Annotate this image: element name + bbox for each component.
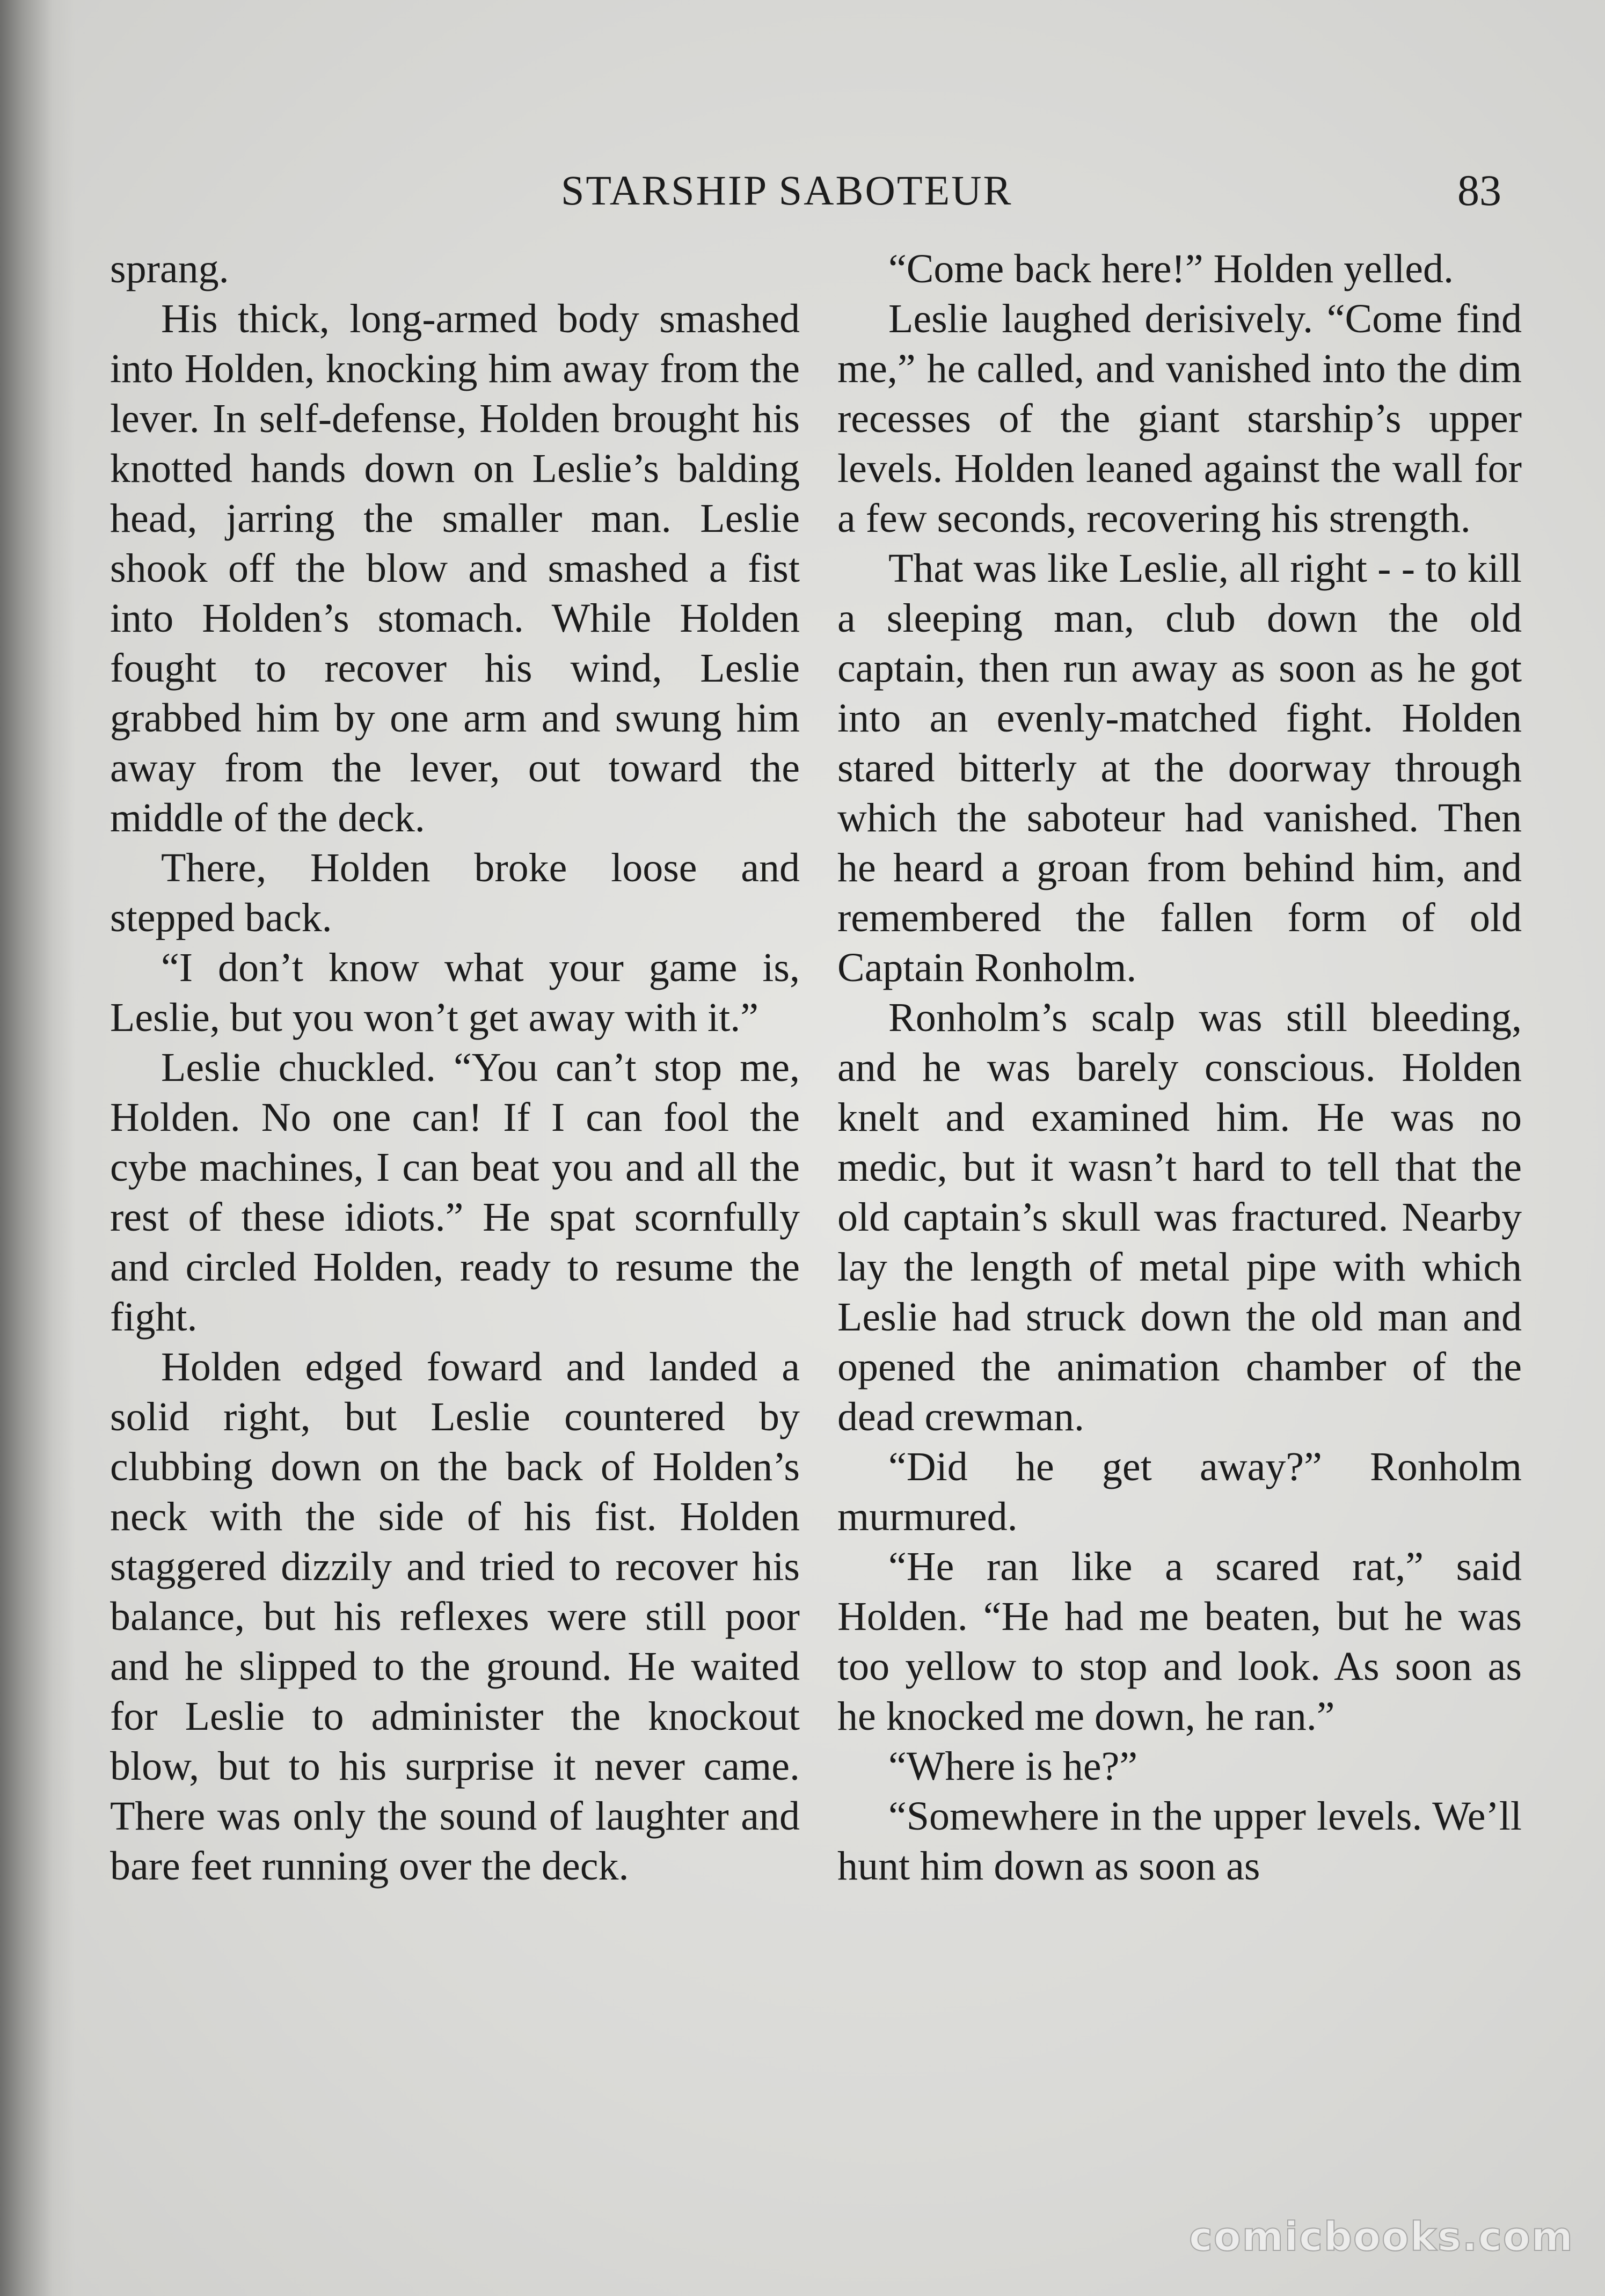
paragraph: Leslie chuckled. “You can’t stop me, Holden. No one can! If I can fool the cybe machines, I can beat you and all the rest of these idiots.” He spat scornfully and circled Holden, ready to resume the fight. — [110, 1045, 800, 1340]
watermark: comicbooks.com — [1189, 2214, 1574, 2260]
running-head — [0, 161, 1605, 220]
right-column — [837, 244, 1522, 1891]
left-column — [110, 244, 800, 1891]
running-title: STARSHIP SABOTEUR — [561, 167, 1013, 214]
paragraph: sprang. — [110, 246, 229, 291]
paragraph: “I don’t know what your game is, Leslie, but you won’t get away with it.” — [110, 945, 800, 1040]
paragraph: Leslie laughed derisively. “Come find me,” he called, and vanished into the dim recesses of the giant starship’s upper levels. Holden leaned against the wall for a few seconds, recovering his strength. — [837, 296, 1522, 541]
binding-shadow — [0, 0, 75, 2296]
paragraph: That was like Leslie, all right - - to kill a sleeping man, club down the old captain, then run away as soon as he got into an evenly-matched fight. Holden stared bitterly at the doorway through which the saboteur had vanished. Then he heard a groan from behind him, and remembered the fallen form of old Captain Ronholm. — [837, 546, 1522, 990]
paragraph: His thick, long-armed body smashed into Holden, knocking him away from the lever. In self-defense, Holden brought his knotted hands down on Leslie’s balding head, jarring the smaller man. Leslie shook off the blow and smashed a fist into Holden’s stomach. While Holden fought to recover his wind, Leslie grabbed him by one arm and swung him away from the lever, out toward the middle of the deck. — [110, 296, 800, 840]
paragraph: Holden edged foward and landed a solid right, but Leslie countered by clubbing down on the back of Holden’s neck with the side of his fist. Holden staggered dizzily and tried to recover his balance, but his reflexes were still poor and he slipped to the ground. He waited for Leslie to administer the knockout blow, but to his surprise it never came. There was only the sound of laughter and bare feet running over the deck. — [110, 1344, 800, 1889]
paragraph: “Did he get away?” Ronholm murmured. — [837, 1444, 1522, 1539]
paragraph: There, Holden broke loose and stepped back. — [110, 845, 800, 940]
paragraph: “Come back here!” Holden yelled. — [888, 246, 1454, 291]
paragraph: “He ran like a scared rat,” said Holden. “He had me beaten, but he was too yellow to stop and look. As soon as he knocked me down, he ran.” — [837, 1544, 1522, 1739]
page-number: 83 — [1457, 166, 1501, 215]
paragraph: “Where is he?” — [888, 1744, 1138, 1789]
paragraph: “Somewhere in the upper levels. We’ll hunt him down as soon as — [837, 1794, 1522, 1889]
paragraph: Ronholm’s scalp was still bleeding, and he was barely conscious. Holden knelt and examined him. He was no medic, but it wasn’t hard to tell that the old captain’s skull was fractured. Nearby lay the length of metal pipe with which Leslie had struck down the old man and opened the animation chamber of the dead crewman. — [837, 995, 1522, 1439]
